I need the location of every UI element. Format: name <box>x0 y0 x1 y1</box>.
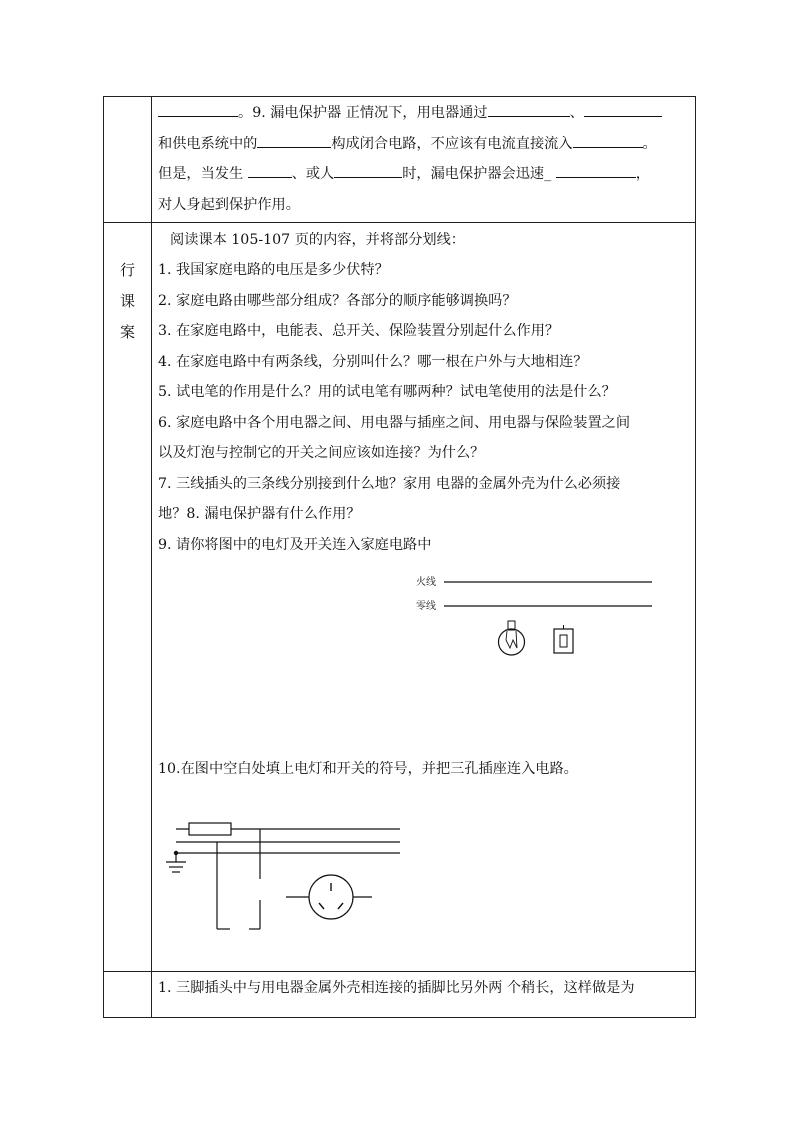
row1-content <box>158 98 687 220</box>
question: 7. 三线插头的三条线分别接到什么地？家用 电器的金属外壳为什么必须接 <box>158 475 621 492</box>
row1-line2: 和供电系统中的 构成闭合电路，不应该有电流直接流入 。 <box>158 129 687 160</box>
row1-line1: 。9. 漏电保护器 正情况下，用电器通过 、 <box>158 98 687 129</box>
question: 1. 我国家庭电路的电压是多少伏特？ <box>158 262 389 278</box>
question: 4. 在家庭电路中有两条线，分别叫什么？哪一根在户外与大地相连？ <box>158 353 588 370</box>
question-10: 10.在图中空白处填上电灯和开关的符号，并把三孔插座连入电路。 <box>158 761 578 777</box>
question: 6. 家庭电路中各个用电器之间、用电器与插座之间、用电器与保险装置之间 <box>158 414 631 431</box>
fill-blank[interactable] <box>257 131 331 148</box>
fill-blank[interactable] <box>584 100 662 117</box>
column-divider <box>151 97 152 1017</box>
fill-blank[interactable] <box>556 161 636 178</box>
worksheet-table <box>103 96 696 1018</box>
ground-icon <box>166 853 186 872</box>
question: 2. 家庭电路由哪些部分组成？各部分的顺序能够调换吗？ <box>158 292 517 309</box>
figure-circuit <box>156 817 416 937</box>
row-divider-1 <box>104 222 695 223</box>
figure-bulb-switch <box>404 567 664 667</box>
fuse-icon <box>189 823 231 835</box>
row3-content: 1. 三脚插头中与用电器金属外壳相连接的插脚比另外两 个稍长，这样做是为 <box>158 980 635 996</box>
switch-icon <box>554 625 573 653</box>
fill-blank[interactable] <box>488 100 570 117</box>
question: 地？8. 漏电保护器有什么作用？ <box>158 506 361 522</box>
side-label: 行 课 案 <box>119 261 135 341</box>
row1-line3: 但是，当发生 、或人 时，漏电保护器会迅速_ ， <box>158 159 687 190</box>
fill-blank[interactable] <box>573 131 643 148</box>
row-divider-2 <box>104 971 695 972</box>
three-hole-socket-icon <box>286 875 372 919</box>
question: 5. 试电笔的作用是什么？用的试电笔有哪两种？试电笔使用的法是什么？ <box>158 384 616 400</box>
row2-content <box>158 225 687 560</box>
light-bulb-icon <box>499 621 525 655</box>
fill-blank[interactable] <box>334 161 402 178</box>
question: 以及灯泡与控制它的开关之间应该如连接？为什么？ <box>158 445 485 461</box>
fill-blank[interactable] <box>158 100 238 117</box>
fill-blank[interactable] <box>248 161 292 178</box>
live-wire-label: 火线 <box>416 577 436 588</box>
intro-text: 阅读课本 105-107 页的内容，并将部分划线： <box>170 232 465 248</box>
neutral-wire-label: 零线 <box>416 601 436 612</box>
question: 9. 请你将图中的电灯及开关连入家庭电路中 <box>158 536 432 553</box>
row1-line4: 对人身起到保护作用。 <box>158 196 300 213</box>
question: 3. 在家庭电路中，电能表、总开关、保险装置分别起什么作用？ <box>158 323 560 339</box>
